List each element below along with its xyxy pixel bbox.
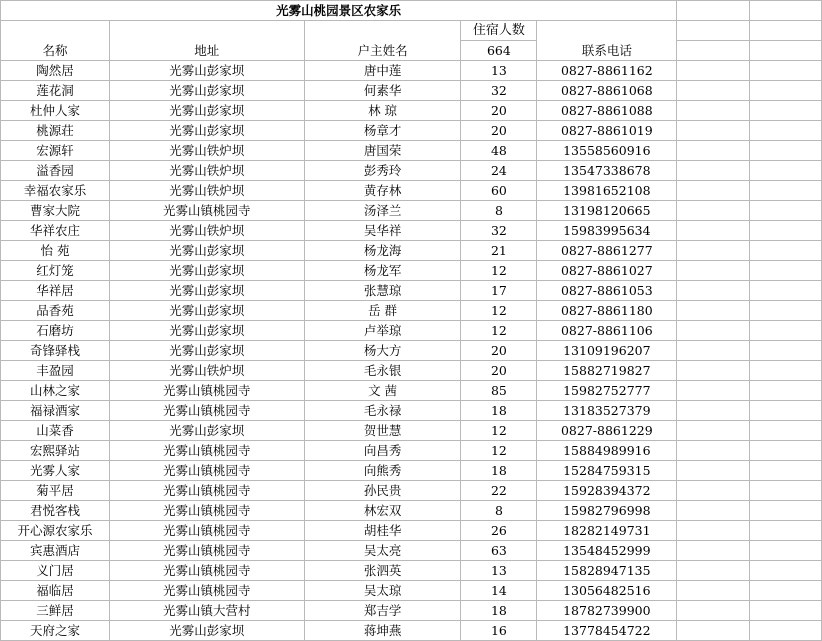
cell-phone[interactable]: 0827-8861229	[537, 421, 677, 441]
cell-address[interactable]: 光雾山镇桃园寺	[109, 381, 304, 401]
cell-owner[interactable]: 彭秀玲	[304, 161, 461, 181]
cell-address[interactable]: 光雾山镇桃园寺	[109, 201, 304, 221]
cell-name[interactable]: 丰盈园	[1, 361, 110, 381]
cell-guests[interactable]: 60	[461, 181, 537, 201]
cell-address[interactable]: 光雾山彭家坝	[109, 241, 304, 261]
cell-owner[interactable]: 毛永禄	[304, 401, 461, 421]
empty-cell[interactable]	[677, 161, 750, 181]
cell-guests[interactable]: 8	[461, 201, 537, 221]
empty-cell[interactable]	[677, 561, 750, 581]
table-row	[1, 521, 822, 541]
table-row	[1, 541, 822, 561]
empty-cell[interactable]	[677, 481, 750, 501]
empty-cell[interactable]	[750, 421, 822, 441]
empty-cell[interactable]	[750, 521, 822, 541]
cell-name[interactable]: 华祥居	[1, 281, 110, 301]
cell-phone[interactable]: 0827-8861027	[537, 261, 677, 281]
cell-name[interactable]: 石磨坊	[1, 321, 110, 341]
cell-guests[interactable]: 17	[461, 281, 537, 301]
cell-phone[interactable]: 15983995634	[537, 221, 677, 241]
empty-cell[interactable]	[750, 601, 822, 621]
cell-address[interactable]: 光雾山镇桃园寺	[109, 561, 304, 581]
header-name[interactable]: 名称	[1, 21, 110, 61]
cell-owner[interactable]: 文 茜	[304, 381, 461, 401]
table-row	[1, 421, 822, 441]
cell-phone[interactable]: 0827-8861068	[537, 81, 677, 101]
cell-guests[interactable]: 32	[461, 81, 537, 101]
cell-phone[interactable]: 13558560916	[537, 141, 677, 161]
cell-phone[interactable]: 0827-8861277	[537, 241, 677, 261]
cell-owner[interactable]: 向昌秀	[304, 441, 461, 461]
table-row	[1, 481, 822, 501]
table-row	[1, 241, 822, 261]
empty-cell[interactable]	[750, 281, 822, 301]
cell-phone[interactable]: 13547338678	[537, 161, 677, 181]
empty-cell[interactable]	[750, 141, 822, 161]
cell-phone[interactable]: 18282149731	[537, 521, 677, 541]
cell-guests[interactable]: 14	[461, 581, 537, 601]
empty-cell[interactable]	[677, 441, 750, 461]
cell-guests[interactable]: 63	[461, 541, 537, 561]
cell-owner[interactable]: 汤泽兰	[304, 201, 461, 221]
cell-address[interactable]: 光雾山彭家坝	[109, 81, 304, 101]
empty-cell[interactable]	[750, 261, 822, 281]
cell-guests[interactable]: 20	[461, 101, 537, 121]
cell-address[interactable]: 光雾山镇桃园寺	[109, 521, 304, 541]
cell-guests[interactable]: 32	[461, 221, 537, 241]
cell-owner[interactable]: 向熊秀	[304, 461, 461, 481]
empty-cell[interactable]	[750, 541, 822, 561]
cell-guests[interactable]: 16	[461, 621, 537, 641]
cell-owner[interactable]: 何素华	[304, 81, 461, 101]
empty-cell[interactable]	[750, 341, 822, 361]
cell-phone[interactable]: 18782739900	[537, 601, 677, 621]
table-row	[1, 401, 822, 421]
empty-cell[interactable]	[677, 601, 750, 621]
empty-cell[interactable]	[677, 141, 750, 161]
cell-name[interactable]: 红灯笼	[1, 261, 110, 281]
cell-guests[interactable]: 12	[461, 261, 537, 281]
cell-guests[interactable]: 12	[461, 301, 537, 321]
cell-owner[interactable]: 张慧琼	[304, 281, 461, 301]
empty-cell[interactable]	[677, 501, 750, 521]
empty-cell[interactable]	[750, 241, 822, 261]
cell-name[interactable]: 菊平居	[1, 481, 110, 501]
cell-name[interactable]: 莲花洞	[1, 81, 110, 101]
cell-owner[interactable]: 杨章才	[304, 121, 461, 141]
cell-name[interactable]: 三鲜居	[1, 601, 110, 621]
cell-guests[interactable]: 20	[461, 121, 537, 141]
cell-owner[interactable]: 胡桂华	[304, 521, 461, 541]
cell-name[interactable]: 山林之家	[1, 381, 110, 401]
empty-cell[interactable]	[677, 301, 750, 321]
cell-owner[interactable]: 郑吉学	[304, 601, 461, 621]
empty-cell[interactable]	[750, 381, 822, 401]
cell-name[interactable]: 福禄酒家	[1, 401, 110, 421]
table-row	[1, 321, 822, 341]
cell-phone[interactable]: 0827-8861106	[537, 321, 677, 341]
cell-phone[interactable]: 13183527379	[537, 401, 677, 421]
cell-address[interactable]: 光雾山铁炉坝	[109, 161, 304, 181]
empty-cell[interactable]	[750, 221, 822, 241]
cell-address[interactable]: 光雾山镇桃园寺	[109, 501, 304, 521]
cell-address[interactable]: 光雾山镇桃园寺	[109, 541, 304, 561]
empty-cell[interactable]	[677, 261, 750, 281]
cell-phone[interactable]: 13548452999	[537, 541, 677, 561]
empty-cell[interactable]	[677, 61, 750, 81]
cell-address[interactable]: 光雾山铁炉坝	[109, 221, 304, 241]
cell-guests[interactable]: 12	[461, 321, 537, 341]
cell-guests[interactable]: 12	[461, 421, 537, 441]
cell-phone[interactable]: 13198120665	[537, 201, 677, 221]
cell-owner[interactable]: 贺世慧	[304, 421, 461, 441]
empty-cell[interactable]	[677, 281, 750, 301]
cell-guests[interactable]: 20	[461, 341, 537, 361]
cell-phone[interactable]: 15982796998	[537, 501, 677, 521]
empty-cell[interactable]	[750, 21, 822, 41]
cell-address[interactable]: 光雾山彭家坝	[109, 261, 304, 281]
title-row	[1, 1, 822, 21]
cell-phone[interactable]: 0827-8861053	[537, 281, 677, 301]
header-owner[interactable]: 户主姓名	[304, 21, 461, 61]
table-row	[1, 61, 822, 81]
cell-name[interactable]: 杜仲人家	[1, 101, 110, 121]
empty-cell[interactable]	[677, 581, 750, 601]
table-row	[1, 201, 822, 221]
empty-cell[interactable]	[750, 301, 822, 321]
cell-name[interactable]: 奇锋驿栈	[1, 341, 110, 361]
sheet-title[interactable]: 光雾山桃园景区农家乐	[1, 1, 677, 21]
cell-owner[interactable]: 张泗英	[304, 561, 461, 581]
table-row	[1, 281, 822, 301]
cell-address[interactable]: 光雾山彭家坝	[109, 101, 304, 121]
empty-cell[interactable]	[677, 41, 750, 61]
empty-cell[interactable]	[677, 241, 750, 261]
table-row	[1, 581, 822, 601]
cell-name[interactable]: 开心源农家乐	[1, 521, 110, 541]
empty-cell[interactable]	[750, 181, 822, 201]
cell-phone[interactable]: 13778454722	[537, 621, 677, 641]
cell-address[interactable]: 光雾山镇桃园寺	[109, 401, 304, 421]
cell-owner[interactable]: 卢举琼	[304, 321, 461, 341]
empty-cell[interactable]	[677, 461, 750, 481]
cell-address[interactable]: 光雾山彭家坝	[109, 341, 304, 361]
table-row	[1, 461, 822, 481]
cell-guests[interactable]: 48	[461, 141, 537, 161]
header-row-top	[1, 21, 822, 41]
guests-total[interactable]: 664	[461, 41, 537, 61]
cell-phone[interactable]: 15884989916	[537, 441, 677, 461]
cell-address[interactable]: 光雾山彭家坝	[109, 421, 304, 441]
cell-phone[interactable]: 13109196207	[537, 341, 677, 361]
table-row	[1, 381, 822, 401]
table-row	[1, 501, 822, 521]
table-row	[1, 101, 822, 121]
empty-cell[interactable]	[677, 401, 750, 421]
cell-guests[interactable]: 24	[461, 161, 537, 181]
header-phone[interactable]: 联系电话	[537, 21, 677, 61]
empty-cell[interactable]	[750, 581, 822, 601]
cell-owner[interactable]: 毛永银	[304, 361, 461, 381]
cell-name[interactable]: 福临居	[1, 581, 110, 601]
cell-guests[interactable]: 12	[461, 441, 537, 461]
empty-cell[interactable]	[750, 161, 822, 181]
cell-address[interactable]: 光雾山铁炉坝	[109, 361, 304, 381]
cell-owner[interactable]: 孙民贵	[304, 481, 461, 501]
empty-cell[interactable]	[750, 1, 822, 21]
empty-cell[interactable]	[750, 441, 822, 461]
empty-cell[interactable]	[677, 121, 750, 141]
cell-phone[interactable]: 15982752777	[537, 381, 677, 401]
table-row	[1, 341, 822, 361]
cell-name[interactable]: 光雾人家	[1, 461, 110, 481]
empty-cell[interactable]	[750, 201, 822, 221]
cell-name[interactable]: 义门居	[1, 561, 110, 581]
cell-owner[interactable]: 吴太亮	[304, 541, 461, 561]
cell-phone[interactable]: 15928394372	[537, 481, 677, 501]
empty-cell[interactable]	[677, 421, 750, 441]
cell-phone[interactable]: 0827-8861019	[537, 121, 677, 141]
cell-name[interactable]: 溢香园	[1, 161, 110, 181]
cell-owner[interactable]: 唐国荣	[304, 141, 461, 161]
table-row	[1, 121, 822, 141]
empty-cell[interactable]	[677, 341, 750, 361]
cell-address[interactable]: 光雾山彭家坝	[109, 121, 304, 141]
empty-cell[interactable]	[750, 481, 822, 501]
empty-cell[interactable]	[677, 221, 750, 241]
empty-cell[interactable]	[677, 181, 750, 201]
cell-phone[interactable]: 0827-8861180	[537, 301, 677, 321]
cell-owner[interactable]: 吴太琼	[304, 581, 461, 601]
cell-phone[interactable]: 13056482516	[537, 581, 677, 601]
table-row	[1, 561, 822, 581]
cell-address[interactable]: 光雾山镇大营村	[109, 601, 304, 621]
table-row	[1, 621, 822, 641]
empty-cell[interactable]	[750, 361, 822, 381]
cell-address[interactable]: 光雾山彭家坝	[109, 301, 304, 321]
cell-owner[interactable]: 蒋坤燕	[304, 621, 461, 641]
cell-phone[interactable]: 0827-8861088	[537, 101, 677, 121]
cell-owner[interactable]: 唐中莲	[304, 61, 461, 81]
empty-cell[interactable]	[677, 101, 750, 121]
empty-cell[interactable]	[750, 501, 822, 521]
cell-guests[interactable]: 22	[461, 481, 537, 501]
cell-guests[interactable]: 18	[461, 401, 537, 421]
cell-guests[interactable]: 18	[461, 461, 537, 481]
cell-address[interactable]: 光雾山镇桃园寺	[109, 481, 304, 501]
empty-cell[interactable]	[677, 381, 750, 401]
cell-name[interactable]: 幸福农家乐	[1, 181, 110, 201]
cell-guests[interactable]: 13	[461, 561, 537, 581]
empty-cell[interactable]	[677, 81, 750, 101]
empty-cell[interactable]	[750, 461, 822, 481]
table-row	[1, 361, 822, 381]
empty-cell[interactable]	[750, 121, 822, 141]
cell-guests[interactable]: 20	[461, 361, 537, 381]
table-row	[1, 181, 822, 201]
cell-phone[interactable]: 15284759315	[537, 461, 677, 481]
cell-name[interactable]: 天府之家	[1, 621, 110, 641]
cell-address[interactable]: 光雾山镇桃园寺	[109, 461, 304, 481]
cell-name[interactable]: 宏源轩	[1, 141, 110, 161]
table-row	[1, 141, 822, 161]
header-guests[interactable]: 住宿人数	[461, 21, 537, 41]
cell-guests[interactable]: 26	[461, 521, 537, 541]
empty-cell[interactable]	[677, 1, 750, 21]
cell-name[interactable]: 曹家大院	[1, 201, 110, 221]
empty-cell[interactable]	[677, 521, 750, 541]
empty-cell[interactable]	[750, 321, 822, 341]
cell-owner[interactable]: 黄存林	[304, 181, 461, 201]
cell-owner[interactable]: 林 琼	[304, 101, 461, 121]
cell-guests[interactable]: 18	[461, 601, 537, 621]
empty-cell[interactable]	[750, 621, 822, 641]
empty-cell[interactable]	[750, 41, 822, 61]
cell-name[interactable]: 君悦客栈	[1, 501, 110, 521]
table-row	[1, 441, 822, 461]
cell-phone[interactable]: 15882719827	[537, 361, 677, 381]
cell-address[interactable]: 光雾山镇桃园寺	[109, 441, 304, 461]
cell-address[interactable]: 光雾山镇桃园寺	[109, 581, 304, 601]
cell-name[interactable]: 山菜香	[1, 421, 110, 441]
cell-address[interactable]: 光雾山彭家坝	[109, 61, 304, 81]
cell-guests[interactable]: 21	[461, 241, 537, 261]
empty-cell[interactable]	[677, 541, 750, 561]
cell-owner[interactable]: 杨大方	[304, 341, 461, 361]
table-row	[1, 221, 822, 241]
cell-name[interactable]: 桃源荘	[1, 121, 110, 141]
cell-guests[interactable]: 13	[461, 61, 537, 81]
empty-cell[interactable]	[750, 81, 822, 101]
empty-cell[interactable]	[677, 361, 750, 381]
empty-cell[interactable]	[750, 101, 822, 121]
cell-name[interactable]: 陶然居	[1, 61, 110, 81]
cell-owner[interactable]: 杨龙军	[304, 261, 461, 281]
empty-cell[interactable]	[677, 201, 750, 221]
cell-name[interactable]: 怡 苑	[1, 241, 110, 261]
empty-cell[interactable]	[677, 21, 750, 41]
cell-phone[interactable]: 13981652108	[537, 181, 677, 201]
cell-address[interactable]: 光雾山彭家坝	[109, 621, 304, 641]
table-row	[1, 81, 822, 101]
cell-guests[interactable]: 8	[461, 501, 537, 521]
cell-owner[interactable]: 杨龙海	[304, 241, 461, 261]
cell-address[interactable]: 光雾山铁炉坝	[109, 141, 304, 161]
table-row	[1, 161, 822, 181]
table-row	[1, 301, 822, 321]
empty-cell[interactable]	[750, 61, 822, 81]
cell-owner[interactable]: 岳 群	[304, 301, 461, 321]
header-address[interactable]: 地址	[109, 21, 304, 61]
cell-name[interactable]: 宾惠酒店	[1, 541, 110, 561]
cell-guests[interactable]: 85	[461, 381, 537, 401]
empty-cell[interactable]	[677, 621, 750, 641]
cell-address[interactable]: 光雾山彭家坝	[109, 321, 304, 341]
cell-address[interactable]: 光雾山彭家坝	[109, 281, 304, 301]
table-row	[1, 261, 822, 281]
table-row	[1, 601, 822, 621]
cell-phone[interactable]: 0827-8861162	[537, 61, 677, 81]
cell-address[interactable]: 光雾山铁炉坝	[109, 181, 304, 201]
cell-owner[interactable]: 林宏双	[304, 501, 461, 521]
cell-name[interactable]: 品香苑	[1, 301, 110, 321]
cell-name[interactable]: 宏熙驿站	[1, 441, 110, 461]
empty-cell[interactable]	[750, 401, 822, 421]
cell-owner[interactable]: 吴华祥	[304, 221, 461, 241]
empty-cell[interactable]	[677, 321, 750, 341]
cell-phone[interactable]: 15828947135	[537, 561, 677, 581]
cell-name[interactable]: 华祥农庄	[1, 221, 110, 241]
empty-cell[interactable]	[750, 561, 822, 581]
